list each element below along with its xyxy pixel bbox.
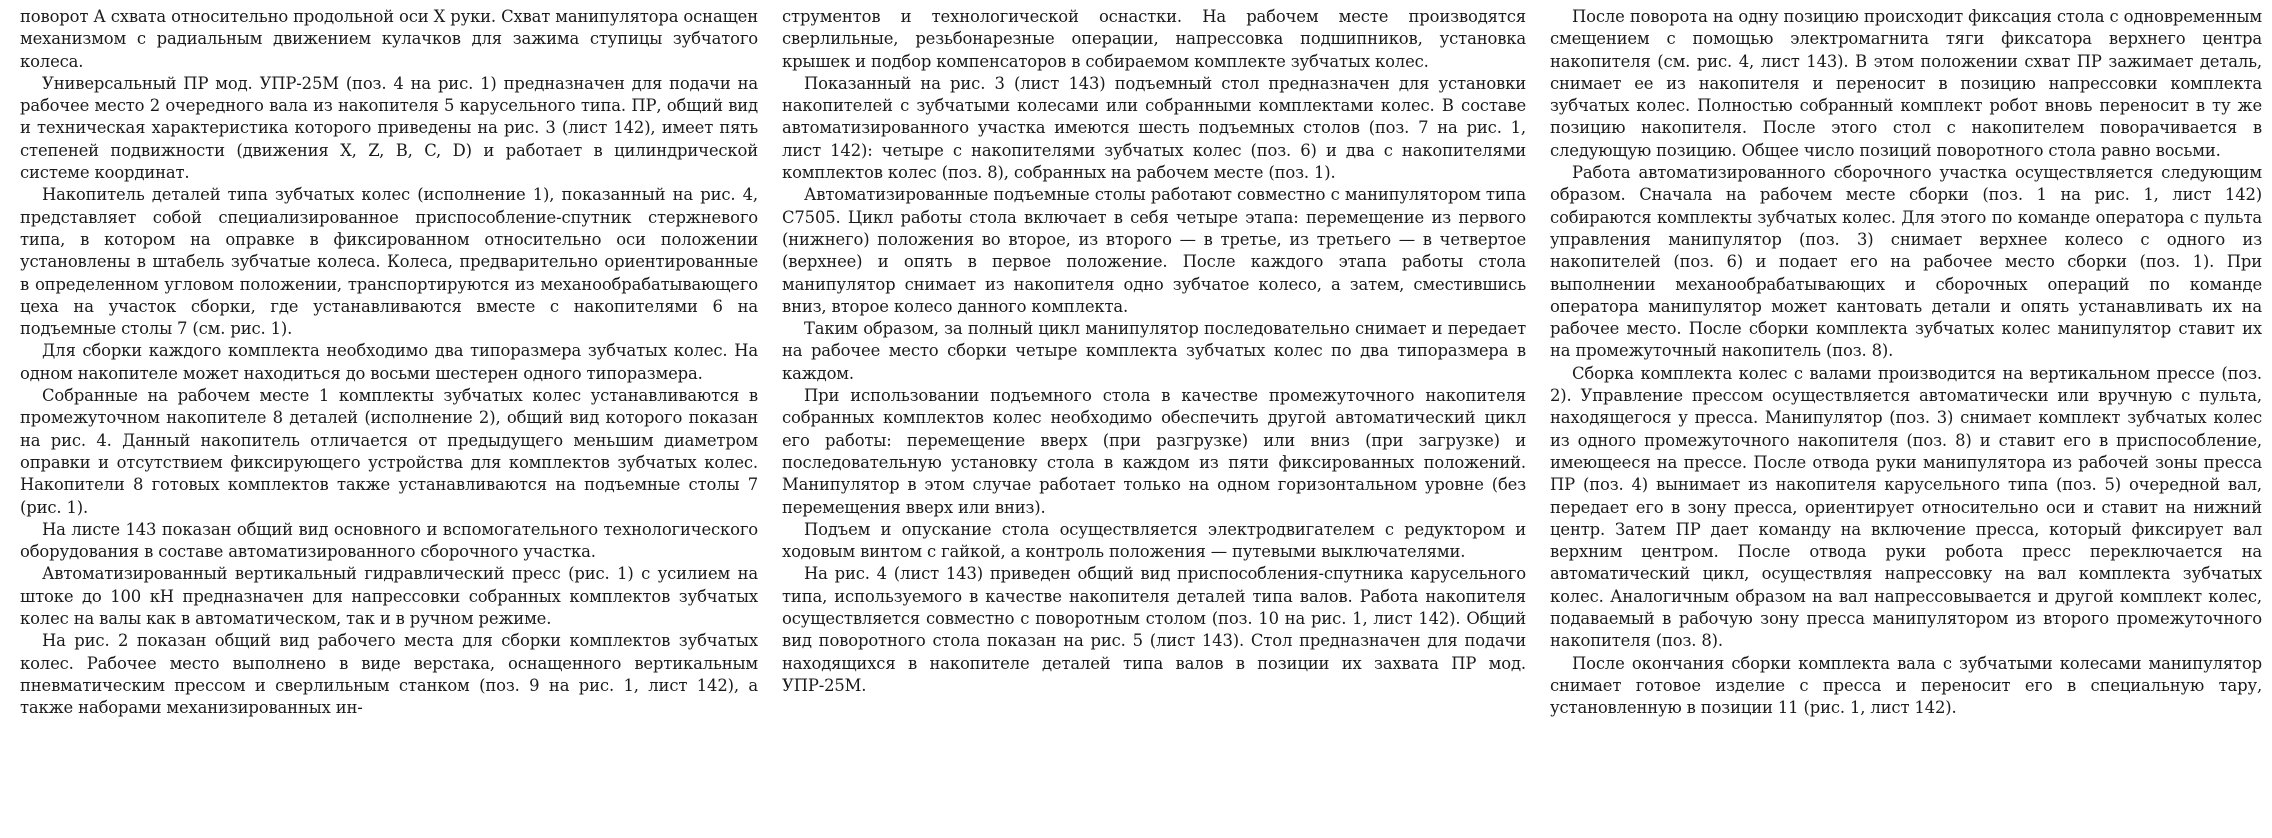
paragraph: струментов и технологической оснастки. На рабочем месте производятся сверлильные, резьбонарезные операции, напрессовка подшипников, установка крышек и подбор компенсаторов в собираемом комплекте зубчатых колес. (782, 7, 1526, 71)
paragraph: Подъем и опускание стола осуществляется электродвигателем с редуктором и ходовым винтом с гайкой, а контроль положения — путевыми выключателями. (782, 519, 1526, 562)
paragraph: Показанный на рис. 3 (лист 143) подъемный стол предназначен для установки накопителей с зубчатыми колесами или собранными комплектами колес. В составе автоматизированного участка имеются шесть подъемных столов (поз. 7 на рис. 1, лист 142): четыре с накопителями зубчатых колес (поз. 6) и два с накопителями комплектов колес (поз. 8), собранных на рабочем месте (поз. 1). (782, 73, 1526, 183)
paragraph: поворот А схвата относительно продольной оси X руки. Схват манипулятора оснащен механизмом с радиальным движением кулачков для зажима ступицы зубчатого колеса. (20, 7, 758, 71)
paragraph: На рис. 4 (лист 143) приведен общий вид приспособления-спутника карусельного типа, используемого в качестве накопителя деталей типа валов. Работа накопителя осуществляется совместно с поворотным столом (поз. 10 на рис. 1, лист 142). Общий вид поворотного стола показан на рис. 5 (лист 143). Стол предназначен для подачи находящихся в накопителе деталей типа валов в позиции их захвата ПР мод. УПР-25М. (782, 564, 1526, 695)
text-column-3 (1550, 6, 2262, 720)
paragraph: Автоматизированные подъемные столы работают совместно с манипулятором типа С7505. Цикл работы стола включает в себя четыре этапа: перемещение из первого (нижнего) положения во второе, из второго — в третье, из третьего — в четвертое (верхнее) и опять в первое положение. После каждого этапа работы стола манипулятор снимает из накопителя одно зубчатое колесо, а затем, сместившись вниз, второе колесо данного комплекта. (782, 185, 1526, 316)
text-column-2 (782, 6, 1526, 697)
text-column-1 (20, 6, 758, 720)
paragraph: После поворота на одну позицию происходит фиксация стола с одновременным смещением с помощью электромагнита тяги фиксатора верхнего центра накопителя (см. рис. 4, лист 143). В этом положении схват ПР зажимает деталь, снимает ее из накопителя и переносит в позицию напрессовки комплекта зубчатых колес. Полностью собранный комплект робот вновь переносит в ту же позицию накопителя. После этого стол с накопителем поворачивается в следующую позицию. Общее число позиций поворотного стола равно восьми. (1550, 7, 2262, 160)
paragraph: Универсальный ПР мод. УПР-25М (поз. 4 на рис. 1) предназначен для подачи на рабочее место 2 очередного вала из накопителя 5 карусельного типа. ПР, общий вид и техническая характеристика которого приведены на рис. 3 (лист 142), имеет пять степеней подвижности (движения X, Z, B, C, D) и работает в цилиндрической системе координат. (20, 73, 758, 183)
paragraph: При использовании подъемного стола в качестве промежуточного накопителя собранных комплектов колес необходимо обеспечить другой автоматический цикл его работы: перемещение вверх (при разгрузке) или вниз (при загрузке) и последовательную установку стола в каждом из пяти фиксированных положений. Манипулятор в этом случае работает только на одном горизонтальном уровне (без перемещения вверх или вниз). (782, 386, 1526, 517)
paragraph: На рис. 2 показан общий вид рабочего места для сборки комплектов зубчатых колес. Рабочее место выполнено в виде верстака, оснащенного вертикальным пневматическим прессом и сверлильным станком (поз. 9 на рис. 1, лист 142), а также наборами механизированных ин- (20, 631, 758, 718)
paragraph: Сборка комплекта колес с валами производится на вертикальном прессе (поз. 2). Управление прессом осуществляется автоматически или вручную с пульта, находящегося у пресса. Манипулятор (поз. 3) снимает комплект зубчатых колес из одного промежуточного накопителя (поз. 8) и ставит его в приспособление, имеющееся на прессе. После отвода руки манипулятора из рабочей зоны пресса ПР (поз. 4) вынимает из накопителя карусельного типа (поз. 5) очередной вал, передает его в зону пресса, ориентирует относительно оси и ставит на нижний центр. Затем ПР дает команду на включение пресса, который фиксирует вал верхним центром. После отвода руки робота пресс переключается на автоматический цикл, осуществляя напрессовку на вал комплекта зубчатых колес. Аналогичным образом на вал напрессовывается и другой комплект колес, подаваемый в рабочую зону пресса манипулятором из второго промежуточного накопителя (поз. 8). (1550, 363, 2262, 651)
paragraph: Таким образом, за полный цикл манипулятор последовательно снимает и передает на рабочее место сборки четыре комплекта зубчатых колес по два типоразмера в каждом. (782, 319, 1526, 383)
paragraph: Накопитель деталей типа зубчатых колес (исполнение 1), показанный на рис. 4, представляет собой специализированное приспособление-спутник стержневого типа, в котором на оправке в фиксированном относительно оси положении установлены в штабель зубчатые колеса. Колеса, предварительно ориентированные в определенном угловом положении, транспортируются из механообрабатывающего цеха на участок сборки, где устанавливаются вместе с накопителями 6 на подъемные столы 7 (см. рис. 1). (20, 185, 758, 339)
paragraph: Для сборки каждого комплекта необходимо два типоразмера зубчатых колес. На одном накопителе может находиться до восьми шестерен одного типоразмера. (20, 341, 758, 383)
paragraph: Собранные на рабочем месте 1 комплекты зубчатых колес устанавливаются в промежуточном накопителе 8 деталей (исполнение 2), общий вид которого показан на рис. 4. Данный накопитель отличается от предыдущего меньшим диаметром оправки и отсутствием фиксирующего устройства для комплектов зубчатых колес. Накопители 8 готовых комплектов также устанавливаются на подъемные столы 7 (рис. 1). (20, 386, 758, 517)
paragraph: После окончания сборки комплекта вала с зубчатыми колесами манипулятор снимает готовое изделие с пресса и переносит его в специальную тару, установленную в позиции 11 (рис. 1, лист 142). (1550, 653, 2262, 718)
paragraph: Автоматизированный вертикальный гидравлический пресс (рис. 1) с усилием на штоке до 100 кН предназначен для напрессовки собранных комплектов зубчатых колес на валы как в автоматическом, так и в ручном режиме. (20, 564, 758, 629)
paragraph: Работа автоматизированного сборочного участка осуществляется следующим образом. Сначала на рабочем месте сборки (поз. 1 на рис. 1, лист 142) собираются комплекты зубчатых колес. Для этого по команде оператора с пульта управления манипулятор (поз. 3) снимает верхнее колесо с одного из накопителей (поз. 6) и подает его на рабочее место сборки (поз. 1). При выполнении механообрабатывающих и сборочных операций по команде оператора манипулятор может кантовать детали и опять устанавливать их на рабочее место. После сборки комплекта зубчатых колес манипулятор ставит их на промежуточный накопитель (поз. 8). (1550, 163, 2262, 361)
paragraph: На листе 143 показан общий вид основного и вспомогательного технологического оборудования в составе автоматизированного сборочного участка. (20, 519, 758, 562)
